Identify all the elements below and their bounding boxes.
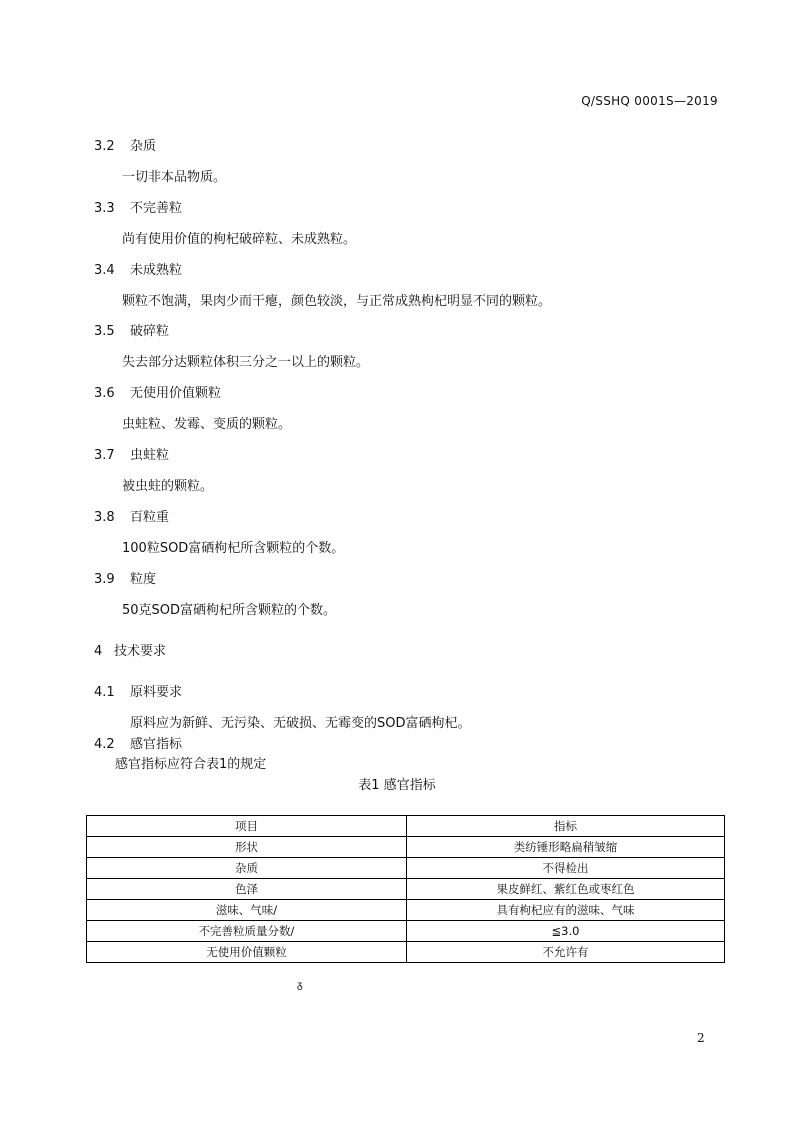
section-title: 原料要求 — [130, 685, 183, 700]
section-body-3-3: 尚有使用价值的枸杞破碎粒、未成熟粒。 — [122, 232, 357, 247]
section-number: 3.9 — [94, 572, 115, 587]
table-row — [87, 921, 725, 942]
section-number: 3.7 — [94, 448, 115, 463]
section-title: 未成熟粒 — [130, 263, 183, 278]
section-body-3-7: 被虫蛀的颗粒。 — [122, 479, 214, 494]
section-title: 杂质 — [130, 139, 157, 154]
section-heading-3-9 — [94, 568, 156, 587]
table-header-cell: 指标 — [407, 816, 725, 837]
section-body-4-2: 感官指标应符合表1的规定 — [115, 757, 267, 772]
table-header-row — [87, 816, 725, 837]
table-cell-item: 不完善粒质量分数/ — [87, 921, 407, 942]
section-body-3-2: 一切非本品物质。 — [122, 170, 227, 185]
section-body-3-4: 颗粒不饱满，果肉少而干瘪，颜色较淡，与正常成熟枸杞明显不同的颗粒。 — [122, 294, 552, 309]
table-row — [87, 837, 725, 858]
table-cell-index: ≦3.0 — [407, 921, 725, 942]
section-body-3-6: 虫蛀粒、发霉、变质的颗粒。 — [122, 417, 292, 432]
section-heading-4 — [94, 640, 166, 659]
section-number: 3.4 — [94, 263, 115, 278]
table-cell-index: 类纺锤形略扁稍皱缩 — [407, 837, 725, 858]
table-cell-item: 形状 — [87, 837, 407, 858]
section-body-3-9: 50克SOD富硒枸杞所含颗粒的个数。 — [122, 603, 337, 618]
section-heading-3-7 — [94, 444, 169, 463]
table-cell-item: 色泽 — [87, 879, 407, 900]
section-heading-3-5 — [94, 320, 169, 339]
section-heading-4-2 — [94, 733, 182, 752]
table-row — [87, 900, 725, 921]
table-row — [87, 858, 725, 879]
table-cell-index: 不允许有 — [407, 942, 725, 963]
section-title: 虫蛀粒 — [130, 448, 170, 463]
table-header-cell: 项目 — [87, 816, 407, 837]
sensory-index-table — [86, 815, 725, 963]
table-title: 表1 感官指标 — [358, 778, 436, 793]
section-number: 3.8 — [94, 510, 115, 525]
section-heading-3-8 — [94, 506, 169, 525]
section-title: 不完善粒 — [130, 201, 183, 216]
section-number: 3.2 — [94, 139, 115, 154]
section-heading-3-3 — [94, 197, 182, 216]
standard-code: Q/SSHQ 0001S—2019 — [581, 94, 718, 108]
section-title: 粒度 — [130, 572, 157, 587]
section-title: 技术要求 — [114, 644, 167, 659]
stray-mark: ᵹ — [297, 980, 303, 991]
section-number: 3.6 — [94, 386, 115, 401]
section-heading-3-2 — [94, 135, 156, 154]
section-heading-4-1 — [94, 681, 182, 700]
section-heading-3-6 — [94, 382, 221, 401]
table-cell-index: 具有枸杞应有的滋味、气味 — [407, 900, 725, 921]
table-cell-index: 果皮鲜红、紫红色或枣红色 — [407, 879, 725, 900]
section-body-4-1: 原料应为新鲜、无污染、无破损、无霉变的SOD富硒枸杞。 — [130, 716, 471, 731]
table-cell-item: 无使用价值颗粒 — [87, 942, 407, 963]
section-title: 破碎粒 — [130, 324, 170, 339]
section-title: 百粒重 — [130, 510, 170, 525]
section-number: 4.2 — [94, 737, 115, 752]
table-row — [87, 942, 725, 963]
table-cell-item: 滋味、气味/ — [87, 900, 407, 921]
section-number: 3.3 — [94, 201, 115, 216]
section-number: 3.5 — [94, 324, 115, 339]
section-title: 感官指标 — [130, 737, 183, 752]
section-body-3-5: 失去部分达颗粒体积三分之一以上的颗粒。 — [122, 355, 370, 370]
section-title: 无使用价值颗粒 — [130, 386, 222, 401]
page-number: 2 — [697, 1031, 705, 1045]
section-number: 4 — [94, 644, 103, 659]
table-cell-index: 不得检出 — [407, 858, 725, 879]
table-cell-item: 杂质 — [87, 858, 407, 879]
section-number: 4.1 — [94, 685, 115, 700]
section-body-3-8: 100粒SOD富硒枸杞所含颗粒的个数。 — [122, 541, 345, 556]
table-row — [87, 879, 725, 900]
section-heading-3-4 — [94, 259, 182, 278]
